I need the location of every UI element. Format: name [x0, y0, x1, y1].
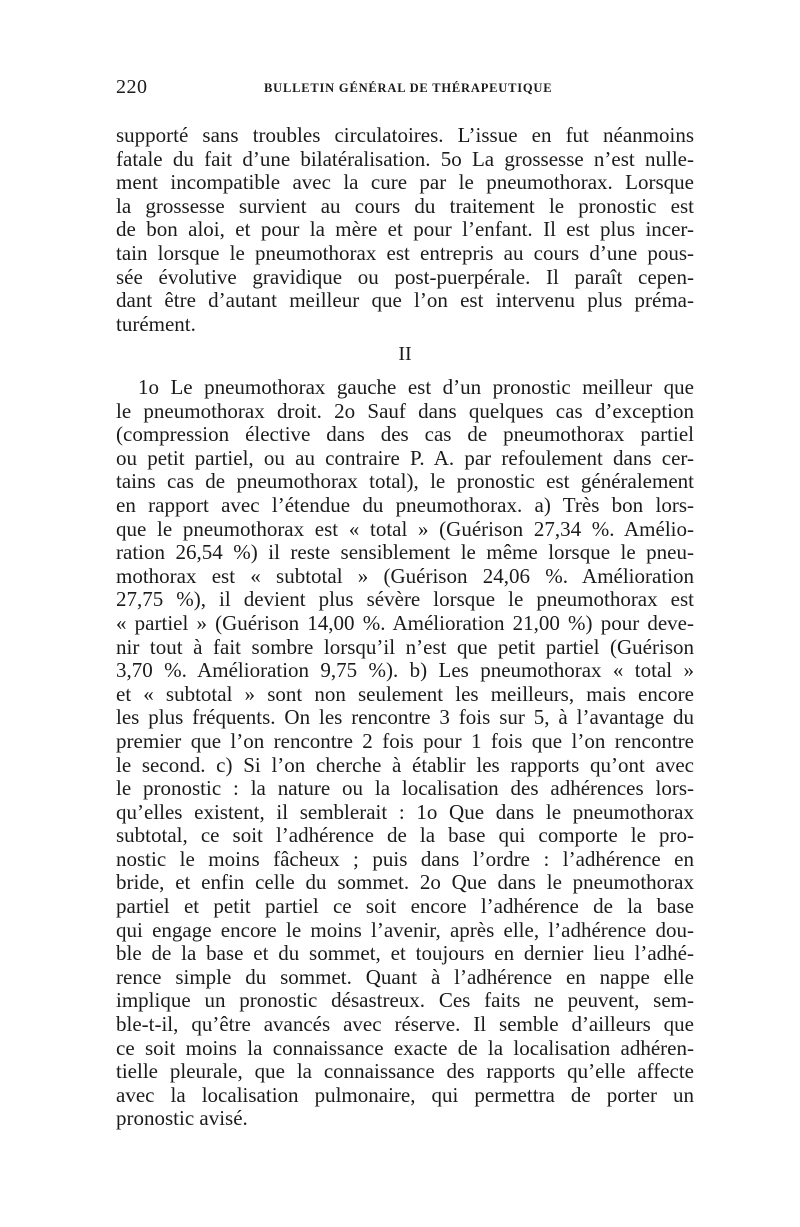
text-line: 27,75 %), il devient plus sévère lorsque le pneumothorax est [116, 587, 694, 612]
text-line: le pronostic : la nature ou la localisation des adhérences lors- [116, 776, 694, 801]
text-line: nir tout à fait sombre lorsqu’il n’est que petit partiel (Guérison [116, 634, 694, 659]
text-line: supporté sans troubles circulatoires. L’issue en fut néanmoins [116, 123, 694, 147]
text-line: et « subtotal » sont non seulement les meilleurs, mais encore [116, 681, 694, 706]
text-line: ou petit partiel, ou au contraire P. A. par refoulement dans cer- [116, 445, 694, 470]
text-line: ment incompatible avec la cure par le pneumothorax. Lorsque [116, 170, 694, 195]
text-line: tielle pleurale, que la connaissance des rapports qu’elle affecte [116, 1059, 694, 1084]
text-line: de bon aloi, et pour la mère et pour l’enfant. Il est plus incer- [116, 217, 694, 242]
text-line: ble de la base et du sommet, et toujours en dernier lieu l’adhé- [116, 941, 694, 966]
page-number: 220 [116, 76, 148, 98]
text-line: la grossesse survient au cours du traitement le pronostic est [116, 193, 694, 218]
section-heading: II [398, 343, 412, 365]
text-line: implique un pronostic désastreux. Ces faits ne peuvent, sem- [116, 988, 694, 1013]
text-line: en rapport avec l’étendue du pneumothorax. a) Très bon lors- [116, 492, 694, 517]
text-line: fatale du fait d’une bilatéralisation. 5o La grossesse n’est nulle- [116, 146, 694, 171]
text-line: nostic le moins fâcheux ; puis dans l’ordre : l’adhérence en [116, 846, 694, 871]
text-line: pronostic avisé. [116, 1106, 248, 1131]
text-line: partiel et petit partiel ce soit encore l’adhérence de la base [116, 894, 694, 919]
text-line: qui engage encore le moins l’avenir, après elle, l’adhérence dou- [116, 917, 694, 942]
text-line: tains cas de pneumothorax total), le pronostic est généralement [116, 469, 694, 494]
text-line: rence simple du sommet. Quant à l’adhérence en nappe elle [116, 964, 694, 989]
text-line: (compression élective dans des cas de pneumothorax partiel [116, 422, 694, 447]
text-line: que le pneumothorax est « total » (Guérison 27,34 %. Amélio- [116, 516, 694, 541]
text-line: « partiel » (Guérison 14,00 %. Amélioration 21,00 %) pour deve- [116, 610, 694, 635]
paragraph-1 [116, 124, 694, 336]
text-line: qu’elles existent, il semblerait : 1o Que dans le pneumothorax [116, 799, 694, 824]
text-line: tain lorsque le pneumothorax est entrepris au cours d’une pous- [116, 240, 694, 265]
text-line: ble-t-il, qu’être avancés avec réserve. Il semble d’ailleurs que [116, 1012, 694, 1037]
text-line: premier que l’on rencontre 2 fois pour 1 fois que l’on rencontre [116, 728, 694, 753]
text-line: 1o Le pneumothorax gauche est d’un pronostic meilleur que [138, 375, 694, 399]
text-line: avec la localisation pulmonaire, qui permettra de porter un [116, 1082, 694, 1107]
journal-title: BULLETIN GÉNÉRAL DE THÉRAPEUTIQUE [264, 81, 553, 95]
text-line: ration 26,54 %) il reste sensiblement le même lorsque le pneu- [116, 540, 694, 565]
text-line: le second. c) Si l’on cherche à établir les rapports qu’ont avec [116, 752, 694, 777]
text-line: dant être d’autant meilleur que l’on est intervenu plus préma- [116, 288, 694, 313]
text-line: les plus fréquents. On les rencontre 3 fois sur 5, à l’avantage du [116, 705, 694, 730]
text-line: subtotal, ce soit l’adhérence de la base qui comporte le pro- [116, 823, 694, 848]
text-line: mothorax est « subtotal » (Guérison 24,06 %. Amélioration [116, 563, 694, 588]
running-head [116, 76, 692, 100]
paragraph-2 [116, 376, 694, 1131]
text-line: 3,70 %. Amélioration 9,75 %). b) Les pneumothorax « total » [116, 658, 694, 683]
text-line: le pneumothorax droit. 2o Sauf dans quelques cas d’exception [116, 398, 694, 423]
text-line: turément. [116, 311, 196, 336]
text-line: ce soit moins la connaissance exacte de la localisation adhéren- [116, 1035, 694, 1060]
text-line: bride, et enfin celle du sommet. 2o Que dans le pneumothorax [116, 870, 694, 895]
text-line: sée évolutive gravidique ou post-puerpérale. Il paraît cepen- [116, 264, 694, 289]
